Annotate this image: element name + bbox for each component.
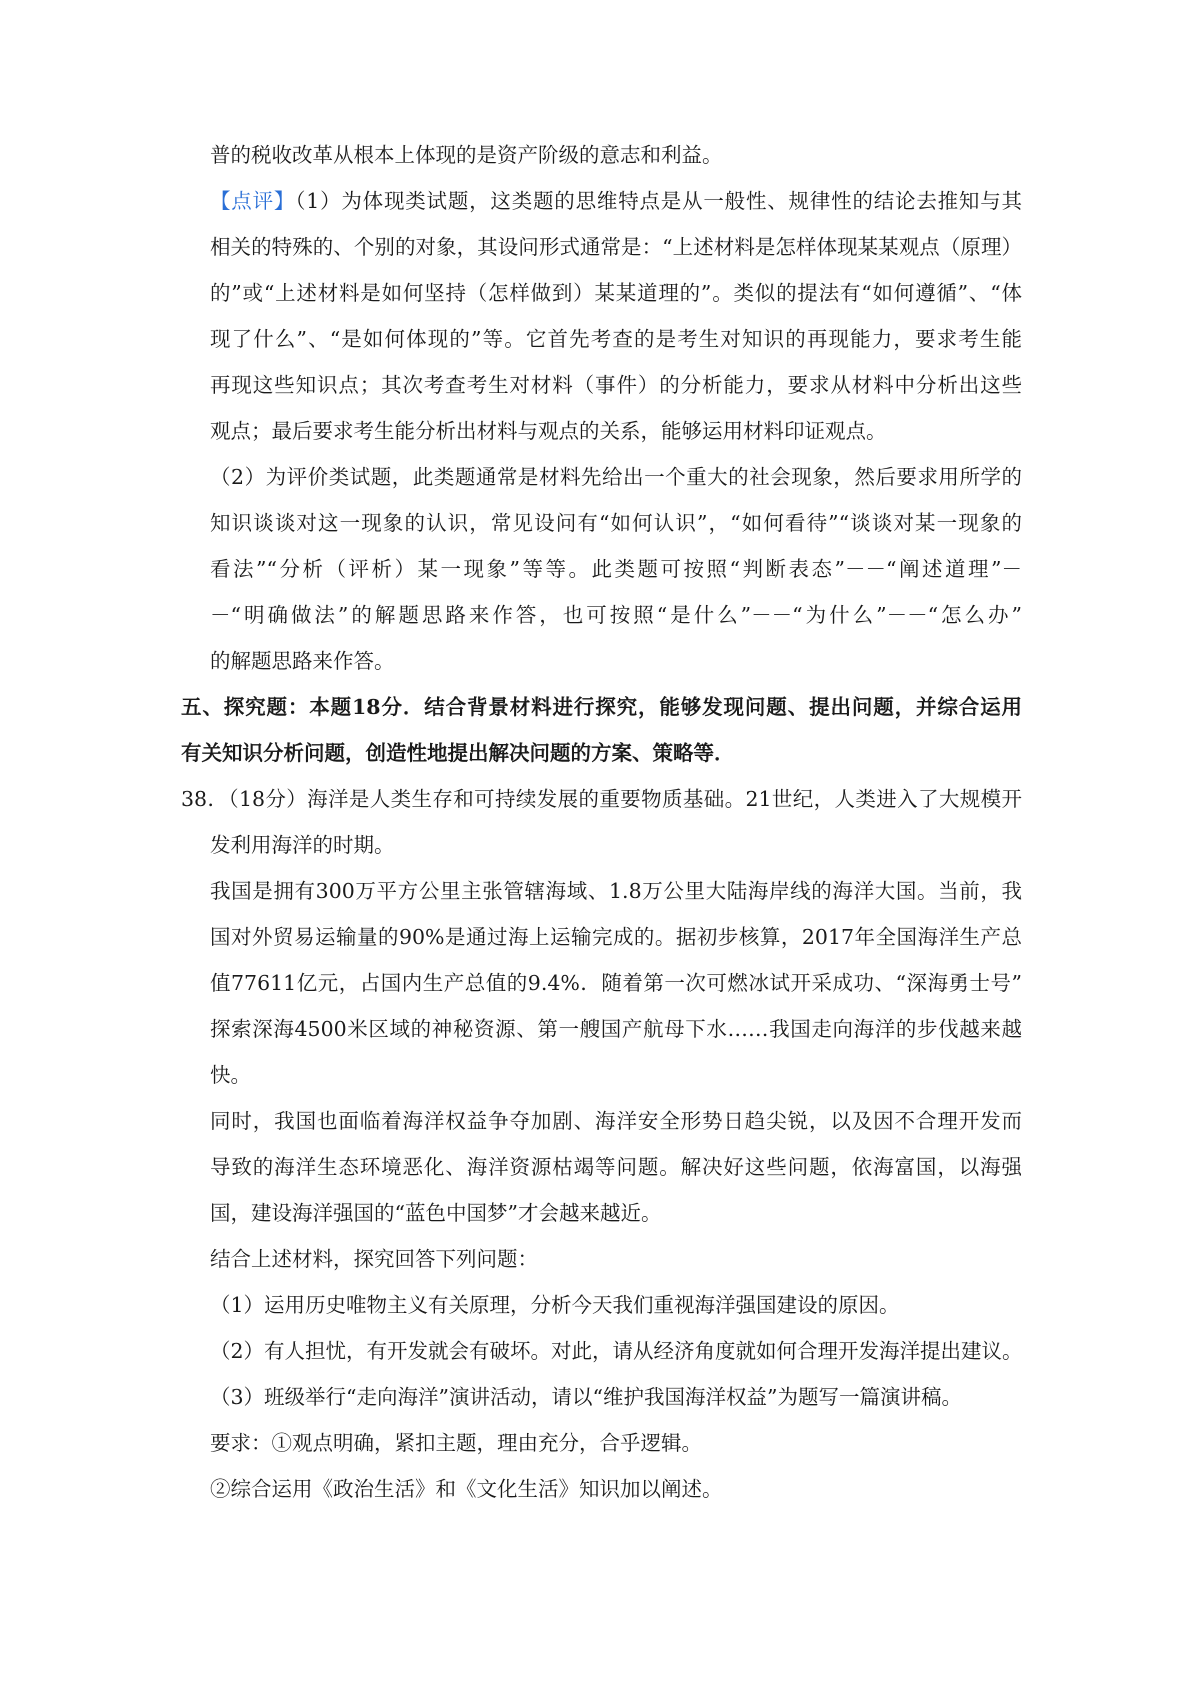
text-line: 我国是拥有300万平方公里主张管辖海域、1.8万公里大陆海岸线的海洋大国。当前，我 [210, 879, 1022, 903]
text-line: 现了什么”、“是如何体现的”等。它首先考查的是考生对知识的再现能力，要求考生能 [210, 327, 1022, 351]
text-line: 值77611亿元，占国内生产总值的9.4%．随着第一次可燃冰试开采成功、“深海勇士号” [210, 971, 1022, 995]
text-line: 再现这些知识点；其次考查考生对材料（事件）的分析能力，要求从材料中分析出这些 [210, 373, 1022, 397]
requirement-line: 要求：①观点明确，紧扣主题，理由充分，合乎逻辑。 [210, 1431, 702, 1455]
comment-line [210, 188, 1022, 214]
comment-tag: 【点评】 [210, 189, 296, 213]
text-line: 的”或“上述材料是如何坚持（怎样做到）某某道理的”。类似的提法有“如何遵循”、“体 [210, 281, 1022, 305]
section-heading: 有关知识分析问题，创造性地提出解决问题的方案、策略等． [181, 741, 735, 765]
comment-text: （1）为体现类试题，这类题的思维特点是从一般性、规律性的结论去推知与其 [295, 189, 1023, 213]
text-line: －“明确做法”的解题思路来作答，也可按照“是什么”－－“为什么”－－“怎么办” [210, 603, 1022, 627]
text-line: 结合上述材料，探究回答下列问题： [210, 1247, 538, 1271]
sub-question: （3）班级举行“走向海洋”演讲活动，请以“维护我国海洋权益”为题写一篇演讲稿。 [210, 1385, 962, 1409]
text-line: 观点；最后要求考生能分析出材料与观点的关系，能够运用材料印证观点。 [210, 419, 887, 443]
text-line: 探索深海4500米区域的神秘资源、第一艘国产航母下水……我国走向海洋的步伐越来越 [210, 1017, 1022, 1041]
text-line: 相关的特殊的、个别的对象，其设问形式通常是：“上述材料是怎样体现某某观点（原理） [210, 235, 1022, 259]
text-line: 知识谈谈对这一现象的认识，常见设问有“如何认识”，“如何看待”“谈谈对某一现象的 [210, 511, 1022, 535]
text-line: 同时，我国也面临着海洋权益争夺加剧、海洋安全形势日趋尖锐，以及因不合理开发而 [210, 1109, 1022, 1133]
question-title: 38．（18分）海洋是人类生存和可持续发展的重要物质基础。21世纪，人类进入了大规模开 [181, 787, 1022, 811]
sub-question: （2）有人担忧，有开发就会有破坏。对此，请从经济角度就如何合理开发海洋提出建议。 [210, 1339, 1023, 1363]
text-line: 快。 [210, 1063, 251, 1087]
text-line: 普的税收改革从根本上体现的是资产阶级的意志和利益。 [210, 143, 723, 167]
text-line: 导致的海洋生态环境恶化、海洋资源枯竭等问题。解决好这些问题，依海富国，以海强 [210, 1155, 1022, 1179]
text-line: （2）为评价类试题，此类题通常是材料先给出一个重大的社会现象，然后要求用所学的 [210, 465, 1022, 489]
section-heading: 五、探究题：本题18分．结合背景材料进行探究，能够发现问题、提出问题，并综合运用 [181, 695, 1022, 719]
text-line: 国，建设海洋强国的“蓝色中国梦”才会越来越近。 [210, 1201, 662, 1225]
sub-question: （1）运用历史唯物主义有关原理，分析今天我们重视海洋强国建设的原因。 [210, 1293, 900, 1317]
text-line: 发利用海洋的时期。 [210, 833, 395, 857]
text-line: 国对外贸易运输量的90%是通过海上运输完成的。据初步核算，2017年全国海洋生产总 [210, 925, 1022, 949]
text-line: 的解题思路来作答。 [210, 649, 395, 673]
text-line: 看法”“分析（评析）某一现象”等等。此类题可按照“判断表态”－－“阐述道理”－ [210, 557, 1022, 581]
requirement-line: ②综合运用《政治生活》和《文化生活》知识加以阐述。 [210, 1477, 723, 1501]
